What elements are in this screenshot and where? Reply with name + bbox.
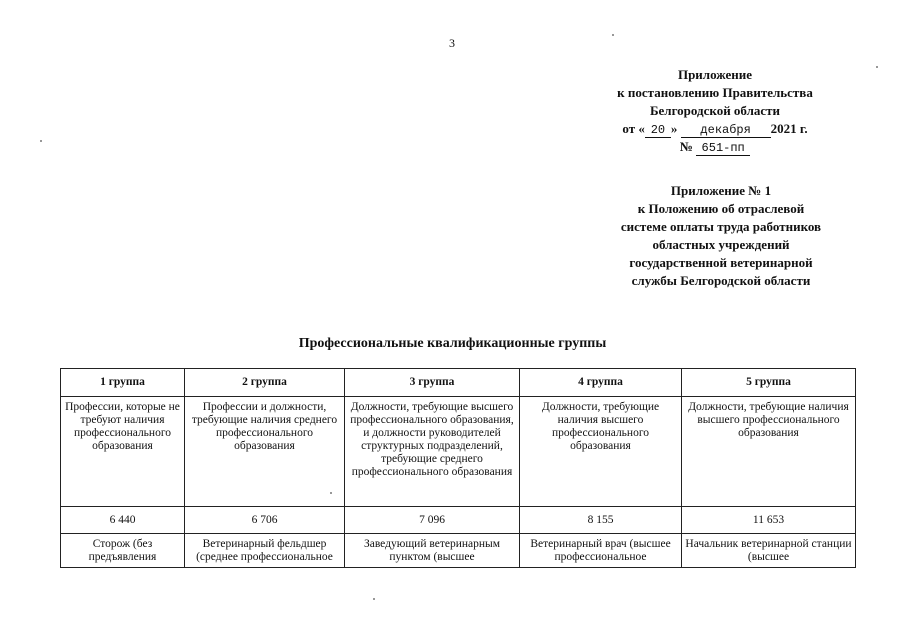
section-title: Профессиональные квалификационные группы	[298, 336, 607, 351]
table-cell: Должности, требующие наличия высшего профессионального образования	[682, 397, 856, 507]
appendix-sub-line-1: Приложение № 1	[670, 183, 772, 198]
table-row	[61, 397, 856, 507]
table-cell: 8 155	[520, 507, 682, 534]
appendix-sub-line-6: службы Белгородской области	[631, 273, 811, 288]
scan-speck	[373, 598, 375, 600]
table-header-row	[61, 369, 856, 397]
appendix-number-line	[590, 138, 840, 156]
appendix-to-regulation	[590, 182, 852, 290]
table-cell: Начальник ветеринарной станции (высшее	[682, 534, 856, 568]
table-cell: Профессии, которые не требуют наличия профессионального образования	[61, 397, 185, 507]
table-cell: Заведующий ветеринарным пунктом (высшее	[345, 534, 520, 568]
date-year: 2021 г.	[770, 121, 808, 136]
table-cell: Должности, требующие наличия высшего профессионального образования	[520, 397, 682, 507]
table-header-cell: 3 группа	[345, 369, 520, 397]
document-number: 651-пп	[696, 141, 750, 156]
appendix-sub-line-3: системе оплаты труда работников	[620, 219, 822, 234]
appendix-sub-line-2: к Положению об отраслевой	[637, 201, 805, 216]
page-number: 3	[449, 36, 455, 50]
scan-speck	[330, 492, 332, 494]
appendix-title: Приложение	[677, 67, 753, 82]
table-header-cell: 1 группа	[61, 369, 185, 397]
date-day: 20	[645, 123, 671, 138]
scan-speck	[612, 34, 614, 36]
date-mid: »	[670, 121, 678, 136]
number-sign: №	[679, 139, 693, 154]
table-cell: 7 096	[345, 507, 520, 534]
table-cell: Сторож (без предъявления	[61, 534, 185, 568]
appendix-resolution-line: к постановлению Правительства	[617, 85, 813, 100]
table-cell: Ветеринарный фельдшер (среднее профессиональное	[185, 534, 345, 568]
table-row	[61, 534, 856, 568]
table-cell: 6 440	[61, 507, 185, 534]
table-cell: Профессии и должности, требующие наличия среднего профессионального образования	[185, 397, 345, 507]
table-cell: Должности, требующие высшего профессионального образования, и должности руководителей структурных подразделений, требующие среднего профессионального образования	[345, 397, 520, 507]
appendix-to-resolution	[590, 66, 840, 156]
date-month: декабря	[681, 123, 771, 138]
table-header-cell: 5 группа	[682, 369, 856, 397]
table-cell: Ветеринарный врач (высшее профессиональное	[520, 534, 682, 568]
table-header-cell: 2 группа	[185, 369, 345, 397]
scan-speck	[876, 66, 878, 68]
date-prefix: от «	[622, 121, 645, 136]
appendix-date-line	[590, 120, 840, 138]
table-cell: 6 706	[185, 507, 345, 534]
qualification-groups-table	[60, 368, 856, 568]
table-header-cell: 4 группа	[520, 369, 682, 397]
appendix-sub-line-5: государственной ветеринарной	[629, 255, 813, 270]
table-cell: 11 653	[682, 507, 856, 534]
scan-speck	[40, 140, 42, 142]
appendix-region-line: Белгородской области	[649, 103, 781, 118]
table-row	[61, 507, 856, 534]
appendix-sub-line-4: областных учреждений	[652, 237, 790, 252]
